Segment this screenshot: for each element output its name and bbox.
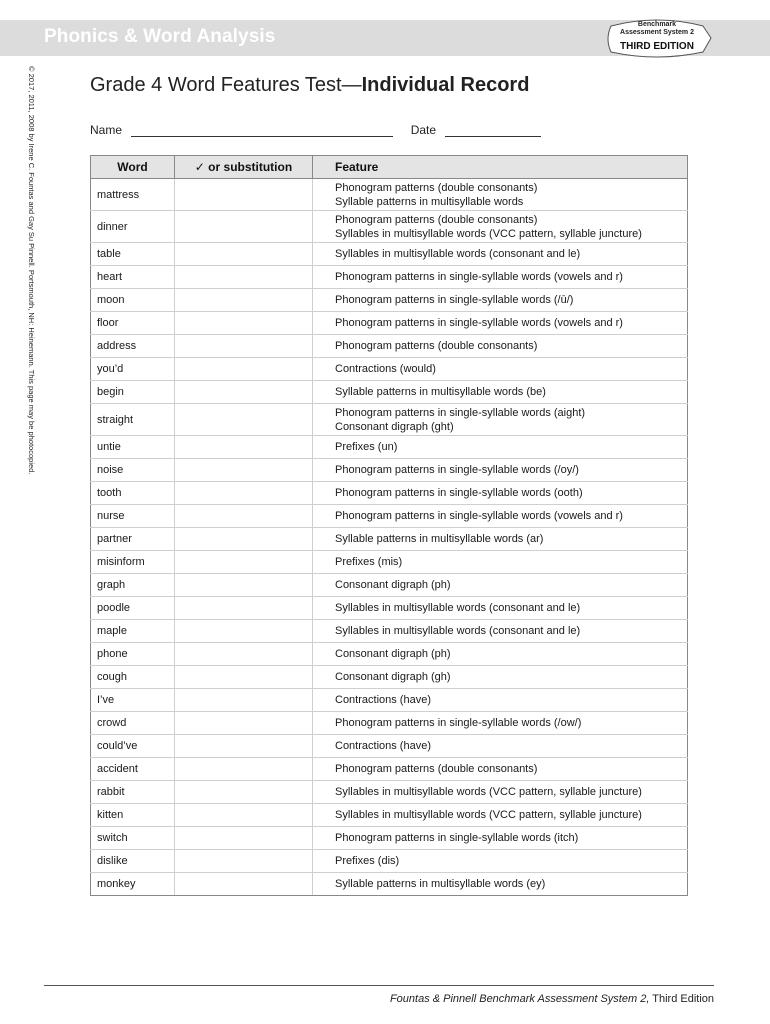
response-cell[interactable] <box>175 781 313 804</box>
response-cell[interactable] <box>175 335 313 358</box>
feature-cell <box>313 735 688 758</box>
feature-line: Syllable patterns in multisyllable words (be) <box>335 386 546 398</box>
feature-cell <box>313 482 688 505</box>
word-text: dislike <box>97 855 128 867</box>
word-text: mattress <box>97 188 140 201</box>
feature-line: Consonant digraph (ght) <box>335 420 454 433</box>
feature-line: Prefixes (un) <box>335 441 398 453</box>
response-cell[interactable] <box>175 358 313 381</box>
edition-badge <box>603 12 715 64</box>
response-cell[interactable] <box>175 459 313 482</box>
table-row <box>91 312 688 335</box>
table-row <box>91 482 688 505</box>
copyright-notice: © 2017, 2011, 2008 by Irene C. Fountas and Gay Su Pinnell. Portsmouth, NH: Heinemann. This page may be photocopied. <box>27 66 36 475</box>
footer-italic: Fountas & Pinnell Benchmark Assessment System 2, <box>389 993 650 1005</box>
word-cell <box>91 850 175 873</box>
word-cell <box>91 436 175 459</box>
word-cell <box>91 620 175 643</box>
word-features-table <box>90 155 688 896</box>
response-cell[interactable] <box>175 666 313 689</box>
word-text: I’ve <box>97 694 115 706</box>
word-cell <box>91 381 175 404</box>
word-cell <box>91 873 175 896</box>
table-row <box>91 335 688 358</box>
word-text: switch <box>97 832 128 844</box>
feature-line: Prefixes (mis) <box>335 556 403 568</box>
word-cell <box>91 505 175 528</box>
date-field[interactable] <box>445 124 541 137</box>
word-text: straight <box>97 413 134 426</box>
word-cell <box>91 358 175 381</box>
feature-cell <box>313 505 688 528</box>
feature-cell <box>313 758 688 781</box>
response-cell[interactable] <box>175 850 313 873</box>
feature-cell <box>313 289 688 312</box>
table-row <box>91 358 688 381</box>
feature-line: Phonogram patterns in single-syllable words (vowels and r) <box>335 317 623 329</box>
feature-cell <box>313 873 688 896</box>
feature-cell <box>313 597 688 620</box>
word-text: noise <box>97 464 124 476</box>
word-cell <box>91 689 175 712</box>
feature-line: Syllables in multisyllable words (VCC pattern, syllable juncture) <box>335 227 642 240</box>
table-row <box>91 528 688 551</box>
feature-cell <box>313 804 688 827</box>
response-cell[interactable] <box>175 211 313 243</box>
feature-line: Contractions (have) <box>335 740 431 752</box>
word-text: misinform <box>97 556 145 568</box>
table-row <box>91 459 688 482</box>
name-label: Name <box>90 123 123 137</box>
feature-cell <box>313 850 688 873</box>
word-text: tooth <box>97 487 122 499</box>
feature-line: Syllable patterns in multisyllable words (ey) <box>335 878 546 890</box>
response-cell[interactable] <box>175 266 313 289</box>
feature-cell <box>313 404 688 436</box>
word-cell <box>91 712 175 735</box>
feature-cell <box>313 528 688 551</box>
table-row <box>91 551 688 574</box>
response-cell[interactable] <box>175 643 313 666</box>
page-title-prefix: Grade 4 Word Features Test— <box>90 74 362 96</box>
feature-cell <box>313 381 688 404</box>
response-cell[interactable] <box>175 505 313 528</box>
footer-citation <box>390 993 714 1005</box>
feature-line: Phonogram patterns (double consonants) <box>335 213 538 226</box>
word-cell <box>91 404 175 436</box>
word-text: moon <box>97 294 125 306</box>
date-label: Date <box>410 123 437 137</box>
table-row <box>91 436 688 459</box>
word-cell <box>91 289 175 312</box>
feature-line: Prefixes (dis) <box>335 855 400 867</box>
badge-line-system: Assessment System 2 <box>620 29 694 36</box>
response-cell[interactable] <box>175 289 313 312</box>
word-cell <box>91 482 175 505</box>
word-cell <box>91 643 175 666</box>
feature-cell <box>313 712 688 735</box>
table-row <box>91 712 688 735</box>
response-cell[interactable] <box>175 597 313 620</box>
feature-cell <box>313 666 688 689</box>
table-row <box>91 620 688 643</box>
feature-line: Consonant digraph (gh) <box>335 671 451 683</box>
word-text: address <box>97 340 137 352</box>
word-text: untie <box>97 441 121 453</box>
page-title-bold: Individual Record <box>361 74 530 96</box>
feature-line: Syllables in multisyllable words (consonant and le) <box>335 625 581 637</box>
header-feature: Feature <box>313 156 688 179</box>
feature-cell <box>313 689 688 712</box>
table-row <box>91 266 688 289</box>
feature-line: Phonogram patterns in single-syllable words (ooth) <box>335 487 583 499</box>
word-cell <box>91 211 175 243</box>
word-text: floor <box>97 317 119 329</box>
feature-cell <box>313 574 688 597</box>
word-cell <box>91 551 175 574</box>
word-text: dinner <box>97 220 128 233</box>
footer-rule <box>44 985 714 986</box>
page-title <box>90 74 529 97</box>
word-text: graph <box>97 579 126 591</box>
feature-line: Syllable patterns in multisyllable words <box>335 195 524 208</box>
response-cell[interactable] <box>175 804 313 827</box>
word-text: table <box>97 248 121 260</box>
word-cell <box>91 243 175 266</box>
word-text: rabbit <box>97 786 125 798</box>
feature-line: Syllables in multisyllable words (VCC pattern, syllable juncture) <box>335 786 642 798</box>
word-text: could’ve <box>97 740 138 752</box>
word-text: accident <box>97 763 138 775</box>
feature-line: Phonogram patterns in single-syllable words (vowels and r) <box>335 271 623 283</box>
word-cell <box>91 758 175 781</box>
feature-line: Syllable patterns in multisyllable words (ar) <box>335 533 544 545</box>
word-text: phone <box>97 648 128 660</box>
word-text: poodle <box>97 602 131 614</box>
response-cell[interactable] <box>175 404 313 436</box>
response-cell[interactable] <box>175 243 313 266</box>
table-row <box>91 758 688 781</box>
footer-plain: Third Edition <box>649 993 714 1005</box>
response-cell[interactable] <box>175 827 313 850</box>
feature-cell <box>313 179 688 211</box>
table-row <box>91 179 688 211</box>
word-text: crowd <box>97 717 127 729</box>
feature-line: Contractions (would) <box>335 363 436 375</box>
feature-cell <box>313 620 688 643</box>
word-text: monkey <box>97 878 136 890</box>
response-cell[interactable] <box>175 482 313 505</box>
table-row <box>91 643 688 666</box>
response-cell[interactable] <box>175 620 313 643</box>
word-text: heart <box>97 271 123 283</box>
feature-line: Phonogram patterns in single-syllable words (vowels and r) <box>335 510 623 522</box>
table-row <box>91 804 688 827</box>
feature-cell <box>313 781 688 804</box>
word-cell <box>91 179 175 211</box>
feature-line: Syllables in multisyllable words (consonant and le) <box>335 248 581 260</box>
table-row <box>91 243 688 266</box>
feature-line: Phonogram patterns (double consonants) <box>335 340 538 352</box>
word-text: you’d <box>97 363 124 375</box>
word-text: partner <box>97 533 132 545</box>
feature-cell <box>313 211 688 243</box>
response-cell[interactable] <box>175 758 313 781</box>
word-cell <box>91 781 175 804</box>
table-row <box>91 211 688 243</box>
feature-cell <box>313 358 688 381</box>
table-row <box>91 735 688 758</box>
response-cell[interactable] <box>175 873 313 896</box>
response-cell[interactable] <box>175 179 313 211</box>
table-row <box>91 505 688 528</box>
badge-shape <box>603 12 715 64</box>
table-row <box>91 850 688 873</box>
feature-line: Phonogram patterns (double consonants) <box>335 763 538 775</box>
header-check: ✓ or substitution <box>175 156 313 179</box>
response-cell[interactable] <box>175 574 313 597</box>
response-cell[interactable] <box>175 436 313 459</box>
table-row <box>91 574 688 597</box>
badge-line-edition: THIRD EDITION <box>620 41 694 52</box>
feature-line: Phonogram patterns in single-syllable words (/oy/) <box>335 464 579 476</box>
table-row <box>91 873 688 896</box>
feature-line: Syllables in multisyllable words (consonant and le) <box>335 602 581 614</box>
feature-cell <box>313 436 688 459</box>
feature-line: Phonogram patterns (double consonants) <box>335 181 538 194</box>
feature-line: Syllables in multisyllable words (VCC pattern, syllable juncture) <box>335 809 642 821</box>
feature-cell <box>313 312 688 335</box>
word-cell <box>91 804 175 827</box>
feature-cell <box>313 643 688 666</box>
response-cell[interactable] <box>175 528 313 551</box>
feature-line: Phonogram patterns in single-syllable words (/ū/) <box>335 294 574 306</box>
response-cell[interactable] <box>175 551 313 574</box>
word-text: nurse <box>97 510 125 522</box>
word-cell <box>91 574 175 597</box>
name-date-row <box>90 123 541 137</box>
table-row <box>91 597 688 620</box>
feature-line: Contractions (have) <box>335 694 431 706</box>
feature-line: Phonogram patterns in single-syllable words (aight) <box>335 406 586 419</box>
word-text: begin <box>97 386 124 398</box>
word-text: maple <box>97 625 127 637</box>
table-row <box>91 781 688 804</box>
table-row <box>91 827 688 850</box>
word-cell <box>91 827 175 850</box>
feature-line: Phonogram patterns in single-syllable words (itch) <box>335 832 579 844</box>
response-cell[interactable] <box>175 689 313 712</box>
feature-line: Consonant digraph (ph) <box>335 648 451 660</box>
feature-line: Consonant digraph (ph) <box>335 579 451 591</box>
word-cell <box>91 459 175 482</box>
table-row <box>91 689 688 712</box>
word-cell <box>91 312 175 335</box>
feature-cell <box>313 827 688 850</box>
table-header-row <box>91 156 688 179</box>
response-cell[interactable] <box>175 735 313 758</box>
word-text: kitten <box>97 809 124 821</box>
feature-cell <box>313 459 688 482</box>
feature-cell <box>313 266 688 289</box>
word-text: cough <box>97 671 127 683</box>
word-cell <box>91 597 175 620</box>
badge-line-benchmark: Benchmark <box>637 21 677 28</box>
table-row <box>91 381 688 404</box>
feature-cell <box>313 335 688 358</box>
feature-line: Phonogram patterns in single-syllable words (/ow/) <box>335 717 582 729</box>
table-row <box>91 289 688 312</box>
response-cell[interactable] <box>175 312 313 335</box>
name-field[interactable] <box>131 124 393 137</box>
feature-cell <box>313 551 688 574</box>
header-word: Word <box>91 156 175 179</box>
word-cell <box>91 528 175 551</box>
response-cell[interactable] <box>175 381 313 404</box>
table-row <box>91 666 688 689</box>
response-cell[interactable] <box>175 712 313 735</box>
feature-cell <box>313 243 688 266</box>
table-row <box>91 404 688 436</box>
word-cell <box>91 735 175 758</box>
word-cell <box>91 266 175 289</box>
section-title: Phonics & Word Analysis <box>44 26 276 47</box>
word-cell <box>91 335 175 358</box>
word-cell <box>91 666 175 689</box>
table-body <box>91 179 688 896</box>
